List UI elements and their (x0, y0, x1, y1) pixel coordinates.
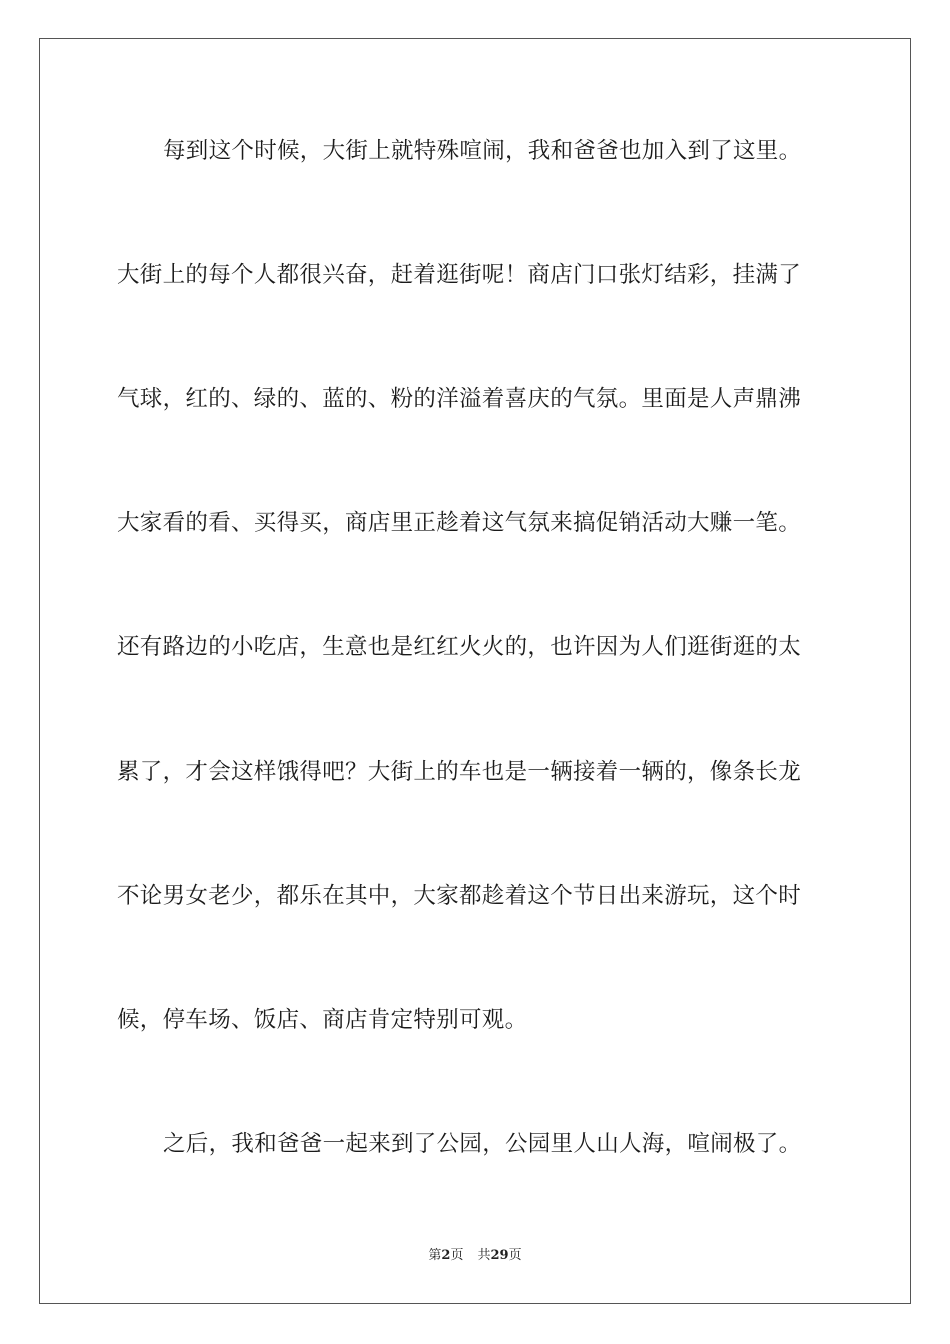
paragraph-line-1: 每到这个时候，大街上就特殊喧闹，我和爸爸也加入到了这里。 (163, 138, 802, 164)
page-footer (0, 1247, 950, 1265)
paragraph-line-8: 候，停车场、饭店、商店肯定特别可观。 (117, 1007, 528, 1033)
page-prefix: 第 (428, 1248, 442, 1263)
paragraph-line-5: 还有路边的小吃店，生意也是红红火火的，也许因为人们逛街逛的太 (117, 634, 802, 660)
page-suffix: 页 (450, 1248, 464, 1263)
page-border (39, 38, 911, 1304)
paragraph-line-4: 大家看的看、买得买，商店里正趁着这气氛来搞促销活动大赚一笔。 (117, 510, 802, 536)
paragraph-line-9: 之后，我和爸爸一起来到了公园，公园里人山人海，喧闹极了。 (163, 1131, 802, 1157)
page-number: 2 (441, 1248, 451, 1263)
paragraph-line-3: 气球，红的、绿的、蓝的、粉的洋溢着喜庆的气氛。里面是人声鼎沸 (117, 386, 802, 412)
total-suffix: 页 (508, 1248, 522, 1263)
total-pages: 29 (490, 1248, 509, 1263)
paragraph-line-6: 累了，才会这样饿得吧？大街上的车也是一辆接着一辆的，像条长龙 (117, 759, 802, 785)
total-prefix: 共 (477, 1248, 491, 1263)
paragraph-line-2: 大街上的每个人都很兴奋，赶着逛街呢！商店门口张灯结彩，挂满了 (117, 262, 802, 288)
paragraph-line-7: 不论男女老少，都乐在其中，大家都趁着这个节日出来游玩，这个时 (117, 883, 802, 909)
